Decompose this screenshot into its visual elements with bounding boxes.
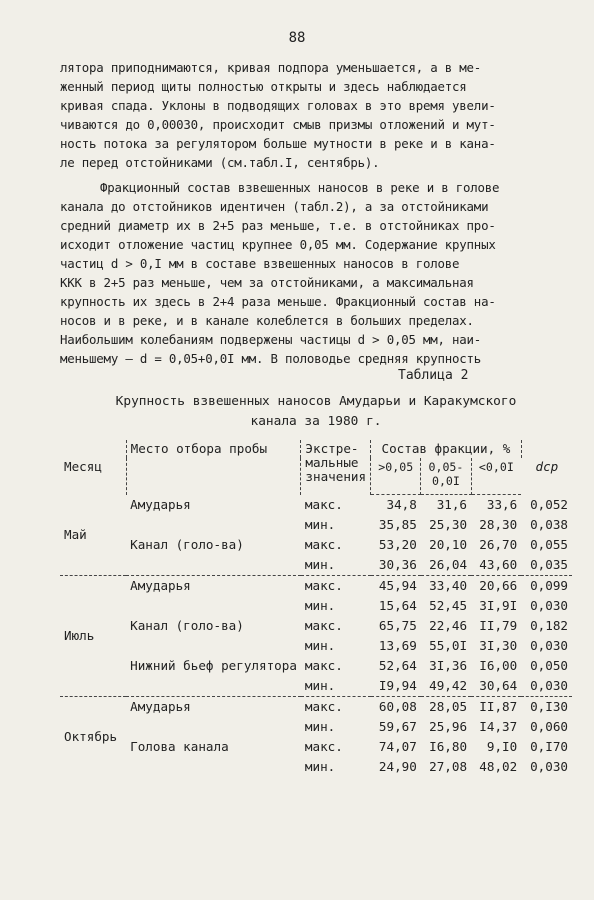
header-fraction-2: 0,05-0,0I — [421, 458, 471, 495]
fraction-1-cell: 65,75 — [378, 618, 417, 633]
extreme-cell: мин. — [304, 638, 336, 653]
table-row — [60, 495, 572, 516]
table-row — [60, 697, 572, 718]
dcp-cell: 0,182 — [530, 618, 568, 633]
paragraph-2 — [60, 178, 560, 368]
fraction-3-cell: 30,64 — [479, 678, 518, 693]
fraction-2-cell: 20,10 — [429, 537, 468, 552]
fraction-2-cell: 28,05 — [421, 697, 471, 718]
fraction-2-cell: 55,0I — [429, 638, 468, 653]
dcp-cell: 0,035 — [530, 557, 568, 572]
fraction-2-cell: 27,08 — [429, 759, 468, 774]
text-line: канала до отстойников идентичен (табл.2), а за отстойниками — [60, 199, 489, 214]
extreme-cell: мин. — [304, 678, 336, 693]
fraction-2-cell: 25,96 — [429, 719, 468, 734]
fraction-2-cell: 25,30 — [429, 517, 468, 532]
extreme-cell: мин. — [304, 598, 336, 613]
text-line: Наибольшим колебаниям подвержены частицы d > 0,05 мм, наи- — [60, 332, 482, 347]
extreme-cell: мин. — [304, 759, 336, 774]
place-cell: Амударья — [126, 697, 301, 738]
place-cell: Канал (голо-ва) — [130, 618, 244, 633]
extreme-cell: макс. — [301, 576, 371, 597]
extreme-cell: макс. — [301, 697, 371, 718]
month-cell: Октябрь — [60, 697, 126, 778]
fraction-2-cell: 33,40 — [421, 576, 471, 597]
table-body — [60, 495, 572, 778]
dcp-cell: 0,030 — [530, 638, 568, 653]
text-line: меньшему – d = 0,05+0,0I мм. В половодье средняя крупность — [60, 351, 482, 366]
fraction-1-cell: 30,36 — [378, 557, 417, 572]
place-cell: Канал (голо-ва) — [130, 537, 244, 552]
table-caption: Таблица 2 — [398, 368, 469, 383]
fraction-1-cell: I9,94 — [378, 678, 417, 693]
extreme-cell: мин. — [304, 719, 336, 734]
text-line: крупность их здесь в 2+4 раза меньше. Фракционный состав на- — [60, 294, 496, 309]
table-row — [60, 737, 572, 757]
fraction-3-cell: 48,02 — [479, 759, 518, 774]
dcp-cell: 0,030 — [530, 598, 568, 613]
dcp-cell: 0,099 — [521, 576, 572, 597]
dcp-cell: 0,050 — [530, 658, 568, 673]
table-title — [60, 392, 572, 432]
text-line: носов и в реке, и в канале колеблется в больших пределах. — [60, 313, 474, 328]
fraction-3-cell: 43,60 — [479, 557, 518, 572]
header-fraction-3: <0,0I — [471, 458, 521, 495]
fraction-1-cell: 59,67 — [378, 719, 417, 734]
fraction-3-cell: 33,6 — [486, 497, 518, 512]
fraction-2-cell: 26,04 — [429, 557, 468, 572]
extreme-cell: макс. — [304, 658, 343, 673]
fraction-1-cell: 53,20 — [378, 537, 417, 552]
fraction-1-cell: 52,64 — [378, 658, 417, 673]
fraction-2-cell: I6,80 — [429, 739, 468, 754]
fraction-3-cell: 9,I0 — [486, 739, 518, 754]
table-row — [60, 535, 572, 555]
text-line: средний диаметр их в 2+5 раз меньше, т.е. в отстойниках про- — [60, 218, 496, 233]
text-line: ле перед отстойниками (см.табл.I, сентябрь). — [60, 155, 380, 170]
fraction-1-cell: 13,69 — [378, 638, 417, 653]
fraction-2-cell: 22,46 — [429, 618, 468, 633]
fraction-3-cell: II,79 — [479, 618, 518, 633]
fraction-2-cell: 31,6 — [436, 497, 468, 512]
body-text — [60, 58, 560, 368]
fraction-1-cell: 60,08 — [371, 697, 421, 718]
extreme-cell: мин. — [304, 517, 336, 532]
text-line: Фракционный состав взвешенных наносов в реке и в голове — [100, 180, 500, 195]
header-extreme: Экстре-мальные значения — [301, 440, 371, 495]
text-line: чиваются до 0,00030, происходит смыв призмы отложений и мут- — [60, 117, 496, 132]
extreme-cell: макс. — [304, 618, 343, 633]
header-place: Место отбора пробы — [126, 440, 301, 495]
fraction-1-cell: 15,64 — [378, 598, 417, 613]
dcp-cell: 0,060 — [530, 719, 568, 734]
paragraph-1 — [60, 58, 560, 172]
month-cell: Май — [64, 526, 87, 542]
text-line: лятора приподнимаются, кривая подпора уменьшается, а в ме- — [60, 60, 482, 75]
header-dcp: dср — [535, 459, 559, 475]
header-fractions: Состав фракции, % — [371, 440, 522, 458]
page-number: 88 — [288, 30, 306, 46]
fraction-3-cell: II,87 — [471, 697, 521, 718]
extreme-cell: макс. — [304, 537, 343, 552]
place-cell: Голова канала — [130, 739, 229, 754]
place-cell: Нижний бьеф регулятора — [130, 658, 297, 673]
table-title-line: Крупность взвешенных наносов Амударьи и Каракумского — [115, 394, 517, 409]
sediment-table-wrapper — [60, 440, 572, 777]
fraction-3-cell: 26,70 — [479, 537, 518, 552]
fraction-1-cell: 74,07 — [378, 739, 417, 754]
fraction-1-cell: 45,94 — [371, 576, 421, 597]
fraction-1-cell: 24,90 — [378, 759, 417, 774]
fraction-3-cell: I4,37 — [479, 719, 518, 734]
text-line: ность потока за регулятором больше мутности в реке и в кана- — [60, 136, 496, 151]
dcp-cell: 0,038 — [530, 517, 568, 532]
fraction-3-cell: I6,00 — [479, 658, 518, 673]
table-title-line: канала за 1980 г. — [250, 414, 382, 429]
dcp-cell: 0,055 — [530, 537, 568, 552]
header-fraction-1: >0,05 — [371, 458, 421, 495]
dcp-cell: 0,I30 — [521, 697, 572, 718]
fraction-1-cell: 35,85 — [378, 517, 417, 532]
table-row — [60, 576, 572, 597]
fraction-3-cell: 3I,30 — [479, 638, 518, 653]
extreme-cell: макс. — [304, 496, 343, 512]
fraction-3-cell: 28,30 — [479, 517, 518, 532]
text-line: женный период щиты полностью открыты и здесь наблюдается — [60, 79, 467, 94]
extreme-cell: мин. — [304, 557, 336, 572]
fraction-1-cell: 34,8 — [386, 497, 417, 512]
place-cell: Амударья — [126, 576, 301, 617]
dcp-cell: 0,I70 — [530, 739, 568, 754]
fraction-2-cell: 49,42 — [429, 678, 468, 693]
text-line: ККК в 2+5 раз меньше, чем за отстойниками, а максимальная — [60, 275, 474, 290]
fraction-2-cell: 3I,36 — [429, 658, 468, 673]
dcp-cell: 0,052 — [530, 496, 568, 512]
table-row — [60, 616, 572, 636]
sediment-table — [60, 440, 572, 777]
table-row — [60, 656, 572, 676]
text-line: частиц d > 0,I мм в составе взвешенных наносов в голове — [60, 256, 460, 271]
fraction-3-cell: 20,66 — [471, 576, 521, 597]
fraction-2-cell: 52,45 — [429, 598, 468, 613]
fraction-3-cell: 3I,9I — [479, 598, 518, 613]
place-cell: Амударья — [130, 496, 191, 512]
month-cell: Июль — [60, 576, 126, 697]
text-line: кривая спада. Уклоны в подводящих головах в это время увели- — [60, 98, 496, 113]
dcp-cell: 0,030 — [530, 678, 568, 693]
header-month: Месяц — [60, 440, 126, 495]
dcp-cell: 0,030 — [530, 759, 568, 774]
text-line: исходит отложение частиц крупнее 0,05 мм. Содержание крупных — [60, 237, 496, 252]
extreme-cell: макс. — [304, 739, 343, 754]
